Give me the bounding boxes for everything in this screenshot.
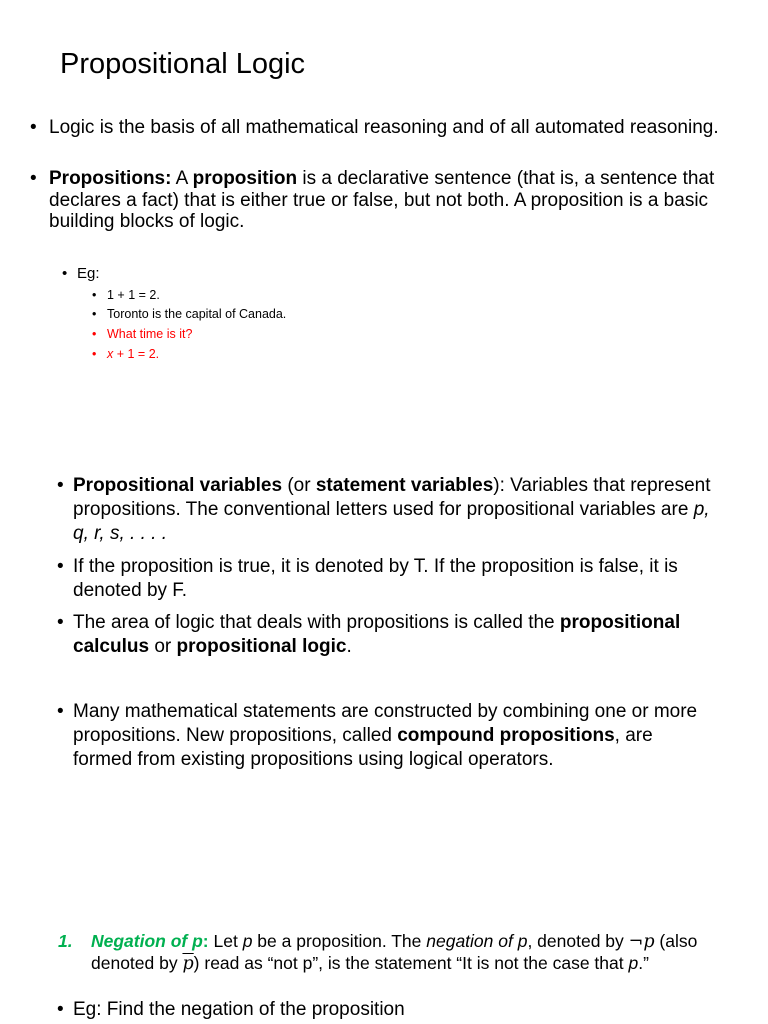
- bullet-dot: •: [92, 288, 97, 302]
- text-run: is a declarative sentence (that is, a sentence that declares a fact) that is either true or false, but not both. A proposition is a basic building blocks of logic.: [49, 168, 715, 232]
- example-item: [92, 285, 160, 305]
- bullet-dot: •: [57, 612, 64, 633]
- text-run: .: [346, 636, 352, 657]
- text-run: or: [149, 636, 177, 657]
- bullet-dot: •: [30, 168, 37, 189]
- bullet-dot: •: [57, 701, 64, 722]
- variable-letters: p, q, r, s, . . . .: [73, 499, 710, 544]
- example-text: What time is it?: [107, 327, 193, 341]
- page-title: Propositional Logic: [60, 48, 306, 80]
- example-text: Toronto is the capital of Canada.: [107, 307, 287, 321]
- example-item: [92, 344, 159, 364]
- examples-label-text: Eg:: [77, 265, 100, 282]
- bullet-dot: •: [92, 327, 97, 341]
- proposition-term: proposition: [192, 168, 298, 189]
- negation-symbol: ¬p: [628, 932, 655, 952]
- p-bar-symbol: $\overline{p}$: [182, 953, 194, 974]
- text-run: A: [171, 168, 193, 189]
- text-run: .”: [638, 952, 649, 973]
- text-run: ) read as “not p”, is the statement “It is not the case that: [193, 952, 629, 973]
- text-run: + 1 = 2.: [113, 347, 160, 361]
- variable-p: p: [628, 952, 639, 973]
- bullet-dot: •: [57, 556, 64, 577]
- statement-variables-term: statement variables: [315, 475, 494, 496]
- text-run: (also denoted by: [91, 931, 698, 973]
- example-item: [92, 324, 192, 344]
- bullet-propositional-variables: [57, 474, 717, 546]
- bullet-logic-basis: [30, 117, 742, 139]
- examples-label: [62, 264, 100, 284]
- text-run: , are formed from existing propositions using logical operators.: [73, 725, 653, 770]
- bullet-negation-example: [57, 998, 717, 1022]
- example-text: [107, 344, 159, 364]
- text-run: The area of logic that deals with propositions is called the: [73, 612, 560, 633]
- example-text: 1 + 1 = 2.: [107, 288, 160, 302]
- bullet-text: Logic is the basis of all mathematical reasoning and of all automated reasoning.: [49, 117, 719, 138]
- negation-of-p-term: negation of p: [426, 931, 528, 951]
- text-run: Many mathematical statements are constructed by combining one or more propositions. New propositions, called: [73, 701, 698, 746]
- propositional-calculus-term: propositional calculus: [73, 612, 681, 657]
- bullet-true-false: [57, 555, 717, 603]
- bullet-compound-propositions: [57, 700, 717, 772]
- example-item: [92, 304, 286, 324]
- propositions-lead: Propositions:: [49, 168, 172, 189]
- bullet-propositional-calculus: [57, 611, 717, 659]
- bullet-propositions: [30, 168, 742, 233]
- bullet-text: [73, 611, 717, 659]
- bullet-text: [73, 474, 717, 546]
- bullet-dot: •: [92, 347, 97, 361]
- negation-colon: :: [202, 931, 209, 951]
- negation-definition: [58, 931, 738, 974]
- negation-heading: Negation of p: [91, 931, 203, 951]
- bullet-dot: •: [30, 117, 37, 138]
- bullet-text: [73, 700, 717, 772]
- text-run: , denoted by: [527, 931, 629, 951]
- text-run: be a proposition. The: [252, 931, 427, 951]
- bullet-dot: •: [92, 307, 97, 321]
- propositional-logic-term: propositional logic: [176, 636, 347, 657]
- text-run: (or: [282, 475, 316, 496]
- variable-p: p: [242, 931, 253, 951]
- text-run: ): Variables that represent propositions. The conventional letters used for propositional variables are: [73, 475, 711, 520]
- bullet-dot: •: [62, 265, 68, 282]
- propositional-variables-term: Propositional variables: [73, 475, 283, 496]
- negation-text: [91, 931, 738, 974]
- bullet-text: [49, 168, 742, 233]
- bullet-dot: •: [57, 999, 64, 1020]
- bullet-text: Eg: Find the negation of the proposition: [73, 999, 405, 1020]
- variable-x: x: [107, 347, 114, 361]
- list-number: 1.: [58, 931, 73, 951]
- text-run: Let: [208, 931, 243, 951]
- bullet-dot: •: [57, 475, 64, 496]
- bullet-text: If the proposition is true, it is denoted by T. If the proposition is false, it is denoted by F.: [73, 556, 678, 601]
- compound-propositions-term: compound propositions: [397, 725, 615, 746]
